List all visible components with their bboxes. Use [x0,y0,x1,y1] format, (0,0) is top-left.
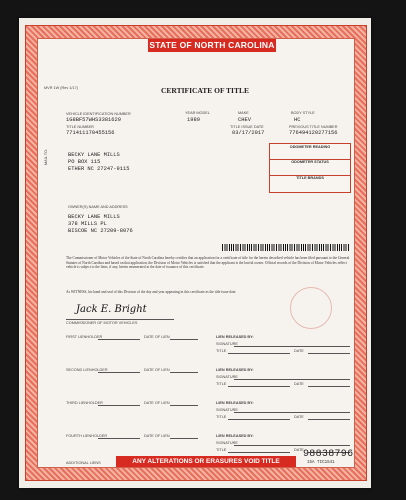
lien-released-label: LIEN RELEASED BY: [216,401,254,405]
lien-date-label: DATE OF LIEN [144,335,170,339]
release-title-label: TITLE [216,415,227,419]
release-signature-label: SIGNATURE [216,342,238,346]
prev-title-label: PREVIOUS TITLE NUMBER [289,125,338,129]
lien-date-line [170,372,198,373]
release-title-line [228,386,290,387]
release-date-label: DATE [294,448,304,452]
lienholder-label: FIRST LIENHOLDER [66,335,103,339]
lien-date-label: DATE OF LIEN [144,401,170,405]
lienholder-line [98,438,140,439]
odometer-status-label: ODOMETER STATUS [270,159,350,174]
lienholder-line [98,372,140,373]
state-banner: STATE OF NORTH CAROLINA [149,40,275,50]
odometer-reading-label: ODOMETER READING [289,145,331,149]
lienholder-line [98,339,140,340]
release-date-line [308,386,350,387]
certification-text: The Commissioner of Motor Vehicles of the State of North Carolina hereby certifies that an application for a certificate of title for the herein described vehicle has been filed pursuant to the General Statutes of North Carolina and based on that application, the Division of Motor Vehicles is satisfied that the applicant is the lawful owner. Official records of the Division of Motor Vehicles reflect vehicle is subject to the liens, if any, herein enumerated at the date of issuance of this certificate. [66,256,350,270]
document-title: CERTIFICATE OF TITLE [161,86,249,95]
release-signature-line [234,412,350,413]
witness-text: As WITNESS, his hand and seal of this Division of the day and year appearing in this certificate as the title issue date. [66,290,237,294]
lienholder-line [98,405,140,406]
body-style-label: BODY STYLE [291,111,315,115]
lien-date-line [170,339,198,340]
release-signature-label: SIGNATURE [216,441,238,445]
issue-date-value: 03/17/2017 [232,130,265,136]
form-id: MVR 1W (Rev 1/17) [44,86,78,90]
owner-line3: BISCOE NC 27209-8076 [68,228,133,234]
serial-number: 98838796 [303,449,354,460]
make-label: MAKE [238,111,249,115]
year-label: YEAR MODEL [185,111,210,115]
release-title-label: TITLE [216,448,227,452]
lienholder-label: THIRD LIENHOLDER [66,401,103,405]
release-title-label: TITLE [216,382,227,386]
release-signature-line [234,346,350,347]
year-value: 1989 [187,117,200,123]
vin-label: VEHICLE IDENTIFICATION NUMBER [66,112,131,116]
additional-liens-label: ADDITIONAL LIENS [66,461,101,465]
release-title-line [228,452,290,453]
release-title-line [228,353,290,354]
odometer-box [269,143,351,193]
body-style-value: HC [294,117,301,123]
void-warning-banner: ANY ALTERATIONS OR ERASURES VOID TITLE [116,456,296,468]
lien-released-label: LIEN RELEASED BY: [216,368,254,372]
lienholder-label: FOURTH LIENHOLDER [66,434,108,438]
lien-date-label: DATE OF LIEN [144,434,170,438]
release-date-label: DATE [294,415,304,419]
barcode [222,244,350,251]
release-date-label: DATE [294,349,304,353]
certificate-body [37,38,355,468]
lien-released-label: LIEN RELEASED BY: [216,434,254,438]
mail-to-line2: PO BOX 115 [68,159,101,165]
lien-released-label: LIEN RELEASED BY: [216,335,254,339]
title-brands-label: TITLE BRANDS [270,175,350,190]
release-signature-label: SIGNATURE [216,408,238,412]
title-number-value: 771411170455156 [66,130,115,136]
mail-to-label: MAIL TO: [44,149,48,165]
state-seal [290,287,332,329]
lien-date-label: DATE OF LIEN [144,368,170,372]
lien-date-line [170,405,198,406]
lien-date-line [170,438,198,439]
decorative-border [25,25,367,481]
release-date-line [308,419,350,420]
mail-to-line1: BECKY LANE MILLS [68,152,120,158]
signature-line [66,319,174,320]
vin-value: 1G8BF57WHS3381629 [66,117,121,123]
owner-line1: BECKY LANE MILLS [68,214,120,220]
lienholder-label: SECOND LIENHOLDER [66,368,108,372]
mail-to-line3: ETHER NC 27247-9115 [68,166,130,172]
release-title-label: TITLE [216,349,227,353]
commissioner-label: COMMISSIONER OF MOTOR VEHICLES [66,321,138,325]
owner-line2: 378 MILLS PL [68,221,107,227]
release-signature-line [234,445,350,446]
release-date-line [308,353,350,354]
title-number-label: TITLE NUMBER [66,125,94,129]
release-signature-line [234,379,350,380]
serial-code: 15A TIC1541 [307,461,335,465]
title-certificate-paper [19,18,371,488]
prev-title-value: 776494120277156 [289,130,338,136]
release-date-label: DATE [294,382,304,386]
commissioner-signature: Jack E. Bright [76,304,147,315]
release-signature-label: SIGNATURE [216,375,238,379]
issue-date-label: TITLE ISSUE DATE [230,125,264,129]
release-title-line [228,419,290,420]
owner-label: OWNER(S) NAME AND ADDRESS [68,205,128,209]
make-value: CHEV [238,117,251,123]
